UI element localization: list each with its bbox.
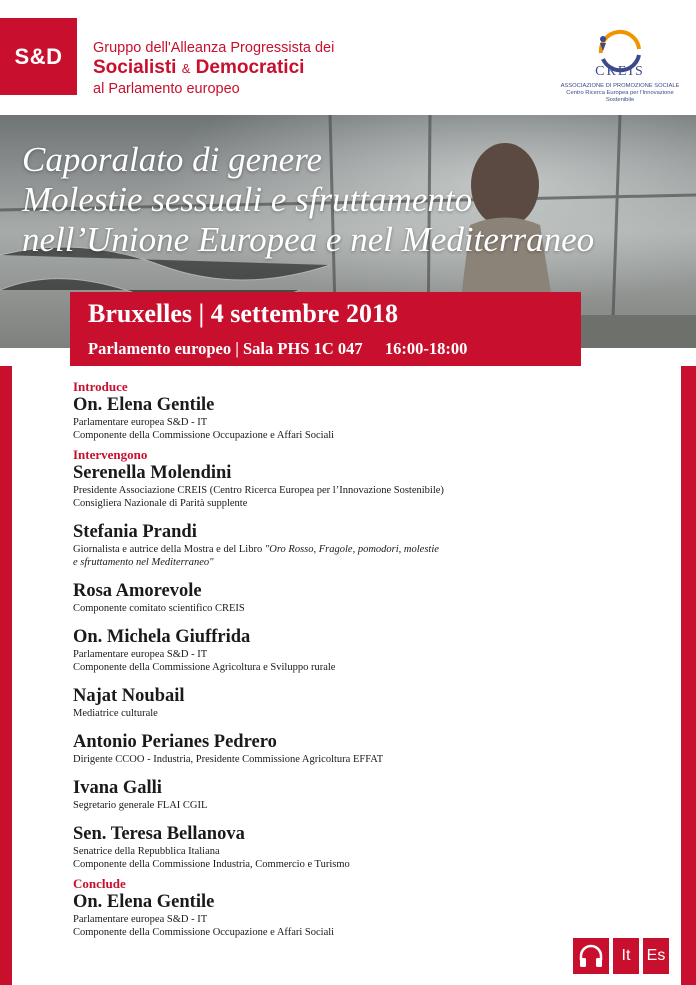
speaker-name: Serenella Molendini xyxy=(73,463,232,483)
speaker-name: Rosa Amorevole xyxy=(73,581,202,601)
role-intervengono: Intervengono xyxy=(73,447,148,462)
speaker xyxy=(73,580,633,615)
speaker-desc: Parlamentare europea S&D - IT xyxy=(73,417,208,428)
speaker xyxy=(73,521,633,569)
speaker-desc: Mediatrice culturale xyxy=(73,708,158,719)
interpretation-badges xyxy=(573,938,669,974)
language-it-badge: It xyxy=(613,938,639,974)
event-title xyxy=(22,140,594,260)
group-line-1: Gruppo dell'Alleanza Progressista dei xyxy=(93,40,335,56)
venue: Parlamento europeo | Sala PHS 1C 047 xyxy=(88,339,363,358)
speaker-intro xyxy=(73,394,633,442)
group-name xyxy=(93,39,334,98)
program xyxy=(73,377,633,950)
title-line-2: Molestie sessuali e sfruttamento xyxy=(22,180,473,219)
speaker-name: Stefania Prandi xyxy=(73,522,197,542)
speaker xyxy=(73,823,633,871)
speaker-desc: Consigliera Nazionale di Parità supplente xyxy=(73,498,248,509)
speaker xyxy=(73,462,633,510)
speaker-name: On. Michela Giuffrida xyxy=(73,627,251,647)
speaker-name: On. Elena Gentile xyxy=(73,892,215,912)
group-line-2 xyxy=(93,57,334,80)
speaker-desc: Componente della Commissione Occupazione e Affari Sociali xyxy=(73,430,335,441)
speaker-desc: Componente comitato scientifico CREIS xyxy=(73,603,245,614)
creis-wordmark: CREIS xyxy=(595,64,645,79)
speaker-desc: e sfruttamento nel Mediterraneo" xyxy=(73,557,214,568)
place-date: Bruxelles | 4 settembre 2018 xyxy=(88,299,398,328)
group-socialisti: Socialisti xyxy=(93,57,177,78)
title-line-3: nell’Unione Europea e nel Mediterraneo xyxy=(22,220,595,259)
group-line-3: al Parlamento europeo xyxy=(93,81,240,97)
speaker-desc: Componente della Commissione Occupazione e Affari Sociali xyxy=(73,927,335,938)
language-es-badge: Es xyxy=(643,938,669,974)
speaker-name: On. Elena Gentile xyxy=(73,395,215,415)
creis-subtitle-1: ASSOCIAZIONE DI PROMOZIONE SOCIALE xyxy=(560,83,680,89)
speaker-name: Antonio Perianes Pedrero xyxy=(73,732,277,752)
speaker-conclusion xyxy=(73,891,633,939)
left-red-border xyxy=(0,366,12,985)
speaker-desc xyxy=(73,543,633,556)
creis-emblem-icon xyxy=(587,25,653,81)
headphones-icon xyxy=(573,938,609,974)
speaker xyxy=(73,626,633,674)
speaker-desc: Parlamentare europea S&D - IT xyxy=(73,649,208,660)
right-red-border xyxy=(681,366,696,985)
title-line-1: Caporalato di genere xyxy=(22,140,323,179)
event-time: 16:00-18:00 xyxy=(384,339,468,358)
group-democratici: Democratici xyxy=(195,57,305,78)
speaker-desc: Senatrice della Repubblica Italiana xyxy=(73,846,220,857)
speaker-name: Sen. Teresa Bellanova xyxy=(73,824,245,844)
speaker xyxy=(73,685,633,720)
speaker xyxy=(73,777,633,812)
event-info-band xyxy=(70,292,581,366)
creis-logo xyxy=(555,25,685,105)
speaker-desc: Componente della Commissione Industria, Commercio e Turismo xyxy=(73,859,350,870)
venue-time xyxy=(88,339,467,359)
speaker-desc: Presidente Associazione CREIS (Centro Ricerca Europea per l’Innovazione Sostenibile) xyxy=(73,485,444,496)
speaker-name: Najat Noubail xyxy=(73,686,185,706)
role-conclude: Conclude xyxy=(73,876,126,891)
sd-logo: S&D xyxy=(0,18,77,95)
speaker-desc-part: Giornalista e autrice della Mostra e del Libro xyxy=(73,544,263,555)
speaker-name: Ivana Galli xyxy=(73,778,162,798)
book-title: "Oro Rosso, Fragole, pomodori, molestie xyxy=(264,544,439,555)
group-amp: & xyxy=(181,61,191,76)
speaker-desc: Segretario generale FLAI CGIL xyxy=(73,800,208,811)
speaker xyxy=(73,731,633,766)
speaker-desc: Dirigente CCOO - Industria, Presidente Commissione Agricoltura EFFAT xyxy=(73,754,384,765)
speaker-desc: Parlamentare europea S&D - IT xyxy=(73,914,208,925)
role-introduce: Introduce xyxy=(73,379,128,394)
creis-subtitle-2: Centro Ricerca Europea per l'Innovazione Sostenibile xyxy=(566,90,674,103)
speaker-desc: Componente della Commissione Agricoltura e Sviluppo rurale xyxy=(73,662,336,673)
